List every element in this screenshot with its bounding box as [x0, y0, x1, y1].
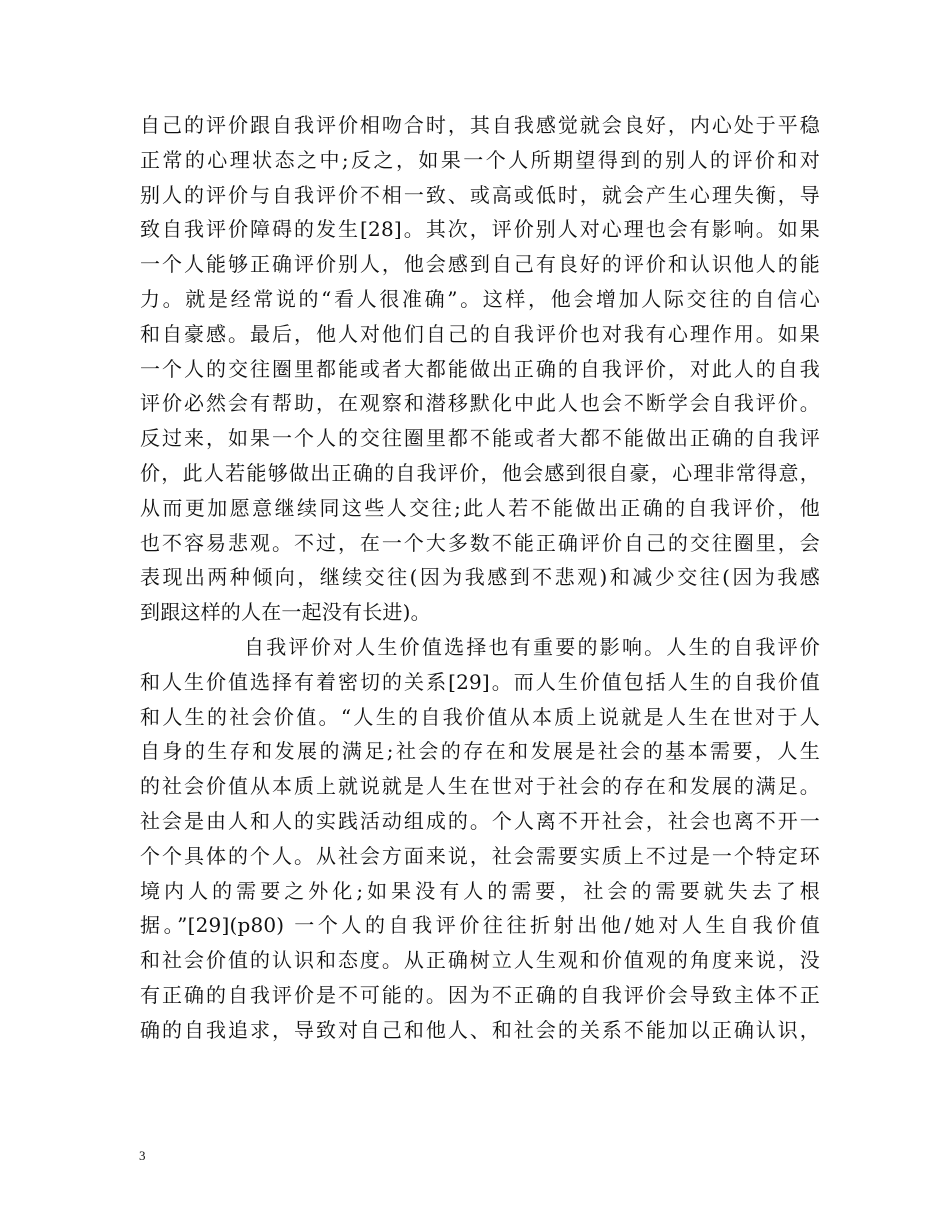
text-line: 确的自我追求，导致对自己和他人、和社会的关系不能加以正确认识， [140, 1017, 820, 1042]
text-line: 社会是由人和人的实践活动组成的。个人离不开社会，社会也离不开一 [140, 808, 820, 833]
text-line: 据。”[29](p80) 一个人的自我评价往往折射出他/她对人生自我价值 [140, 913, 820, 938]
body-text [140, 108, 820, 1048]
text-line: 正常的心理状态之中;反之，如果一个人所期望得到的别人的评价和对 [140, 147, 820, 172]
text-line: 价，此人若能够做出正确的自我评价，他会感到很自豪，心理非常得意， [140, 460, 820, 485]
text-line: 自我评价对人生价值选择也有重要的影响。人生的自我评价 [244, 634, 820, 659]
page-number: 3 [139, 1148, 146, 1163]
text-line: 的社会价值从本质上就说就是人生在世对于社会的存在和发展的满足。 [140, 774, 820, 799]
text-line: 反过来，如果一个人的交往圈里都不能或者大都不能做出正确的自我评 [140, 426, 820, 451]
text-line: 也不容易悲观。不过，在一个大多数不能正确评价自己的交往圈里，会 [140, 530, 820, 555]
text-line: 一个人能够正确评价别人，他会感到自己有良好的评价和认识他人的能 [140, 252, 820, 277]
text-line: 评价必然会有帮助，在观察和潜移默化中此人也会不断学会自我评价。 [140, 391, 820, 416]
text-line: 和社会价值的认识和态度。从正确树立人生观和价值观的角度来说，没 [140, 948, 820, 973]
text-line: 自身的生存和发展的满足;社会的存在和发展是社会的基本需要，人生 [140, 739, 820, 764]
text-line: 一个人的交往圈里都能或者大都能做出正确的自我评价，对此人的自我 [140, 356, 820, 381]
text-line: 个个具体的个人。从社会方面来说，社会需要实质上不过是一个特定环 [140, 843, 820, 868]
text-line: 力。就是经常说的“看人很准确”。这样，他会增加人际交往的自信心 [140, 286, 820, 311]
text-line: 表现出两种倾向，继续交往(因为我感到不悲观)和减少交往(因为我感 [140, 565, 820, 590]
text-line: 有正确的自我评价是不可能的。因为不正确的自我评价会导致主体不正 [140, 982, 820, 1007]
text-line: 和人生价值选择有着密切的关系[29]。而人生价值包括人生的自我价值 [140, 669, 820, 694]
text-line: 境内人的需要之外化;如果没有人的需要，社会的需要就失去了根 [140, 878, 820, 903]
text-line: 从而更加愿意继续同这些人交往;此人若不能做出正确的自我评价，他 [140, 495, 820, 520]
text-line: 别人的评价与自我评价不相一致、或高或低时，就会产生心理失衡，导 [140, 182, 820, 207]
text-line: 致自我评价障碍的发生[28]。其次，评价别人对心理也会有影响。如果 [140, 217, 820, 242]
text-line: 自己的评价跟自我评价相吻合时，其自我感觉就会良好，内心处于平稳 [140, 113, 820, 137]
text-line: 和人生的社会价值。“人生的自我价值从本质上说就是人生在世对于人 [140, 704, 820, 729]
text-line: 和自豪感。最后，他人对他们自己的自我评价也对我有心理作用。如果 [140, 321, 820, 346]
text-line: 到跟这样的人在一起没有长进)。 [140, 600, 431, 625]
